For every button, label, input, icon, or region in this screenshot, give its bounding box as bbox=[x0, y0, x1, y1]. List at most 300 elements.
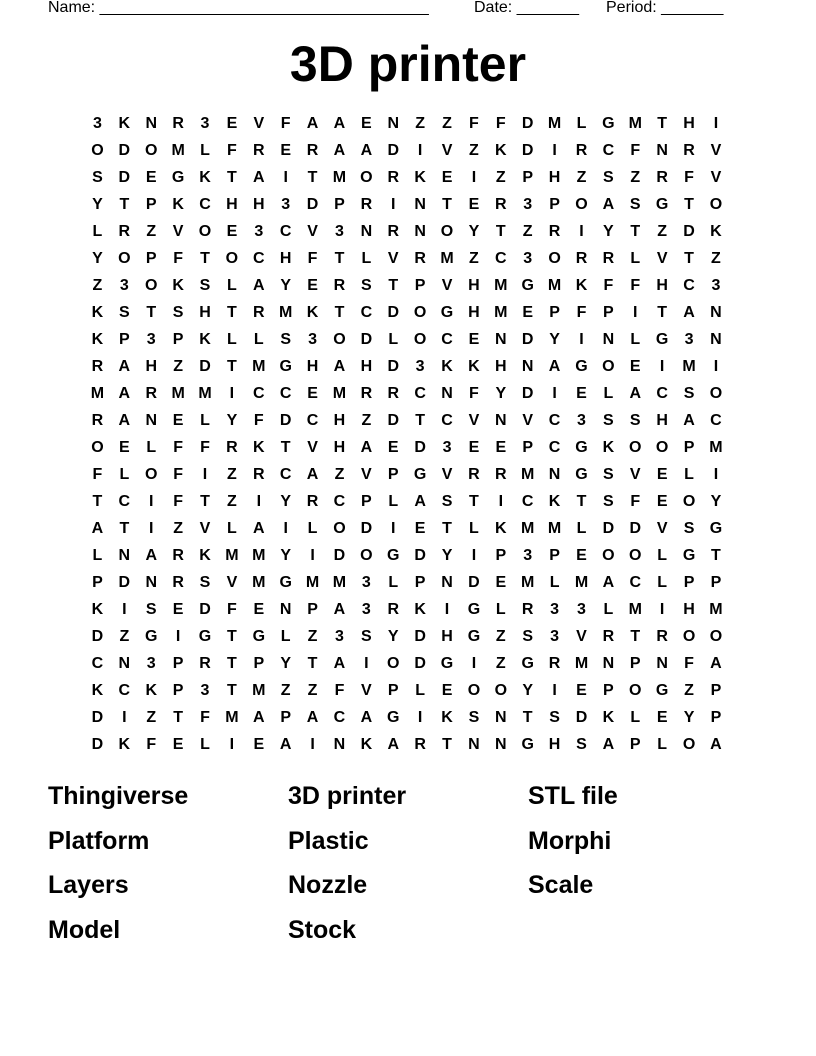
grid-letter[interactable]: A bbox=[333, 115, 346, 132]
grid-letter[interactable]: H bbox=[199, 304, 211, 321]
grid-letter[interactable]: Z bbox=[361, 412, 372, 429]
grid-letter[interactable]: E bbox=[226, 223, 238, 240]
grid-letter[interactable]: P bbox=[119, 331, 130, 348]
grid-letter[interactable]: L bbox=[388, 493, 399, 510]
grid-letter[interactable]: O bbox=[360, 547, 373, 564]
grid-letter[interactable]: L bbox=[119, 466, 130, 483]
grid-letter[interactable]: D bbox=[521, 385, 534, 402]
grid-letter[interactable]: S bbox=[468, 709, 480, 726]
grid-letter[interactable]: O bbox=[145, 466, 158, 483]
grid-letter[interactable]: F bbox=[630, 277, 641, 294]
grid-letter[interactable]: S bbox=[522, 628, 534, 645]
grid-letter[interactable]: O bbox=[145, 142, 158, 159]
grid-letter[interactable]: A bbox=[333, 655, 346, 672]
grid-letter[interactable]: T bbox=[307, 169, 318, 186]
grid-letter[interactable]: V bbox=[307, 223, 318, 240]
grid-letter[interactable]: Y bbox=[92, 250, 103, 267]
grid-letter[interactable]: A bbox=[306, 466, 319, 483]
grid-letter[interactable]: H bbox=[441, 628, 453, 645]
grid-letter[interactable]: Y bbox=[280, 547, 292, 564]
grid-letter[interactable]: C bbox=[441, 412, 453, 429]
grid-letter[interactable]: 3 bbox=[200, 682, 210, 699]
grid-letter[interactable]: K bbox=[91, 682, 104, 699]
grid-letter[interactable]: Y bbox=[387, 628, 399, 645]
grid-letter[interactable]: V bbox=[468, 412, 480, 429]
grid-letter[interactable]: L bbox=[227, 520, 237, 537]
grid-letter[interactable]: I bbox=[229, 736, 235, 753]
grid-letter[interactable]: L bbox=[657, 547, 668, 564]
grid-letter[interactable]: L bbox=[200, 412, 210, 429]
grid-letter[interactable]: V bbox=[441, 466, 453, 483]
grid-letter[interactable]: 3 bbox=[254, 223, 264, 240]
grid-letter[interactable]: K bbox=[441, 709, 453, 726]
grid-letter[interactable]: T bbox=[227, 628, 237, 645]
grid-letter[interactable]: G bbox=[655, 196, 669, 213]
grid-letter[interactable]: K bbox=[495, 520, 507, 537]
grid-letter[interactable]: I bbox=[391, 196, 396, 213]
grid-letter[interactable]: M bbox=[90, 385, 105, 402]
grid-letter[interactable]: Y bbox=[280, 277, 292, 294]
grid-letter[interactable]: R bbox=[495, 466, 507, 483]
grid-letter[interactable]: E bbox=[172, 736, 184, 753]
grid-letter[interactable]: I bbox=[552, 142, 557, 159]
grid-letter[interactable]: D bbox=[387, 358, 400, 375]
grid-letter[interactable]: Z bbox=[307, 628, 318, 645]
grid-letter[interactable]: O bbox=[602, 547, 615, 564]
grid-letter[interactable]: H bbox=[468, 304, 480, 321]
grid-letter[interactable]: T bbox=[92, 493, 103, 510]
grid-letter[interactable]: L bbox=[469, 520, 479, 537]
grid-letter[interactable]: T bbox=[576, 493, 587, 510]
grid-letter[interactable]: V bbox=[441, 277, 453, 294]
grid-letter[interactable]: T bbox=[227, 169, 237, 186]
grid-letter[interactable]: I bbox=[552, 682, 557, 699]
grid-letter[interactable]: G bbox=[709, 520, 723, 537]
grid-letter[interactable]: L bbox=[657, 736, 668, 753]
grid-letter[interactable]: P bbox=[92, 574, 103, 591]
grid-letter[interactable]: P bbox=[280, 709, 292, 726]
grid-letter[interactable]: E bbox=[172, 412, 184, 429]
grid-letter[interactable]: G bbox=[467, 601, 481, 618]
grid-letter[interactable]: E bbox=[253, 601, 265, 618]
grid-letter[interactable]: Z bbox=[469, 250, 479, 267]
grid-letter[interactable]: C bbox=[414, 385, 426, 402]
grid-letter[interactable]: G bbox=[682, 547, 696, 564]
grid-letter[interactable]: L bbox=[576, 520, 587, 537]
grid-letter[interactable]: E bbox=[576, 682, 587, 699]
grid-letter[interactable]: I bbox=[202, 466, 208, 483]
grid-letter[interactable]: M bbox=[279, 304, 293, 321]
grid-letter[interactable]: I bbox=[471, 655, 477, 672]
grid-letter[interactable]: Y bbox=[226, 412, 238, 429]
grid-letter[interactable]: M bbox=[252, 358, 266, 375]
grid-letter[interactable]: C bbox=[683, 277, 695, 294]
grid-letter[interactable]: N bbox=[118, 655, 131, 672]
grid-letter[interactable]: S bbox=[361, 277, 372, 294]
grid-letter[interactable]: R bbox=[387, 601, 400, 618]
grid-letter[interactable]: R bbox=[91, 412, 104, 429]
grid-letter[interactable]: P bbox=[145, 250, 157, 267]
grid-letter[interactable]: D bbox=[199, 358, 211, 375]
grid-letter[interactable]: E bbox=[576, 547, 587, 564]
grid-letter[interactable]: L bbox=[630, 709, 641, 726]
grid-letter[interactable]: O bbox=[709, 385, 723, 402]
grid-letter[interactable]: P bbox=[522, 439, 534, 456]
grid-letter[interactable]: G bbox=[575, 358, 588, 375]
grid-letter[interactable]: P bbox=[414, 574, 426, 591]
grid-letter[interactable]: F bbox=[227, 601, 237, 618]
grid-letter[interactable]: P bbox=[361, 493, 372, 510]
grid-letter[interactable]: S bbox=[603, 466, 614, 483]
grid-letter[interactable]: T bbox=[200, 493, 210, 510]
grid-letter[interactable]: 3 bbox=[684, 331, 694, 348]
grid-letter[interactable]: L bbox=[253, 331, 264, 348]
grid-letter[interactable]: F bbox=[200, 709, 210, 726]
grid-letter[interactable]: S bbox=[199, 574, 211, 591]
grid-letter[interactable]: R bbox=[495, 196, 507, 213]
grid-letter[interactable]: V bbox=[710, 169, 722, 186]
grid-letter[interactable]: V bbox=[172, 223, 184, 240]
grid-letter[interactable]: E bbox=[119, 439, 130, 456]
grid-letter[interactable]: Z bbox=[146, 709, 157, 726]
grid-letter[interactable]: N bbox=[145, 412, 157, 429]
grid-letter[interactable]: Z bbox=[495, 169, 506, 186]
grid-letter[interactable]: Y bbox=[710, 493, 722, 510]
grid-letter[interactable]: M bbox=[225, 547, 239, 564]
grid-letter[interactable]: G bbox=[575, 439, 588, 456]
grid-letter[interactable]: C bbox=[279, 223, 292, 240]
grid-letter[interactable]: G bbox=[521, 736, 534, 753]
grid-letter[interactable]: S bbox=[92, 169, 103, 186]
grid-letter[interactable]: H bbox=[333, 439, 346, 456]
grid-letter[interactable]: R bbox=[387, 169, 400, 186]
grid-letter[interactable]: T bbox=[334, 304, 345, 321]
grid-letter[interactable]: M bbox=[494, 277, 508, 294]
grid-letter[interactable]: R bbox=[521, 601, 534, 618]
grid-letter[interactable]: P bbox=[629, 655, 641, 672]
grid-letter[interactable]: L bbox=[92, 547, 103, 564]
grid-letter[interactable]: L bbox=[630, 331, 641, 348]
grid-letter[interactable]: C bbox=[333, 709, 346, 726]
grid-letter[interactable]: O bbox=[548, 250, 561, 267]
grid-letter[interactable]: T bbox=[711, 547, 721, 564]
grid-letter[interactable]: N bbox=[387, 115, 400, 132]
grid-letter[interactable]: P bbox=[334, 196, 345, 213]
grid-letter[interactable]: Z bbox=[657, 223, 668, 240]
grid-letter[interactable]: M bbox=[547, 115, 562, 132]
grid-letter[interactable]: H bbox=[548, 169, 561, 186]
grid-letter[interactable]: R bbox=[226, 439, 238, 456]
grid-letter[interactable]: L bbox=[388, 331, 399, 348]
grid-letter[interactable]: Z bbox=[227, 493, 237, 510]
grid-letter[interactable]: D bbox=[118, 142, 131, 159]
grid-letter[interactable]: Z bbox=[495, 655, 506, 672]
grid-letter[interactable]: D bbox=[575, 709, 588, 726]
grid-letter[interactable]: H bbox=[656, 412, 668, 429]
grid-letter[interactable]: Z bbox=[711, 250, 721, 267]
grid-letter[interactable]: F bbox=[173, 466, 183, 483]
grid-letter[interactable]: A bbox=[333, 142, 346, 159]
grid-letter[interactable]: S bbox=[119, 304, 130, 321]
grid-letter[interactable]: E bbox=[495, 439, 507, 456]
grid-letter[interactable]: V bbox=[629, 466, 641, 483]
grid-letter[interactable]: 3 bbox=[200, 115, 210, 132]
grid-letter[interactable]: Z bbox=[469, 142, 479, 159]
grid-letter[interactable]: Z bbox=[307, 682, 318, 699]
grid-letter[interactable]: I bbox=[552, 385, 557, 402]
grid-letter[interactable]: A bbox=[414, 493, 426, 510]
grid-letter[interactable]: R bbox=[656, 628, 668, 645]
grid-letter[interactable]: E bbox=[307, 277, 318, 294]
grid-letter[interactable]: O bbox=[118, 250, 131, 267]
grid-letter[interactable]: S bbox=[576, 736, 587, 753]
grid-letter[interactable]: V bbox=[522, 412, 534, 429]
grid-letter[interactable]: C bbox=[91, 655, 104, 672]
grid-letter[interactable]: D bbox=[521, 142, 534, 159]
grid-letter[interactable]: H bbox=[495, 358, 507, 375]
grid-letter[interactable]: N bbox=[333, 736, 346, 753]
grid-letter[interactable]: R bbox=[414, 250, 426, 267]
grid-letter[interactable]: 3 bbox=[335, 223, 344, 240]
grid-letter[interactable]: K bbox=[441, 358, 453, 375]
grid-letter[interactable]: M bbox=[252, 574, 266, 591]
grid-letter[interactable]: P bbox=[307, 601, 318, 618]
grid-letter[interactable]: E bbox=[226, 115, 238, 132]
grid-letter[interactable]: Z bbox=[415, 115, 426, 132]
grid-letter[interactable]: I bbox=[122, 709, 127, 726]
grid-letter[interactable]: D bbox=[414, 628, 426, 645]
grid-letter[interactable]: V bbox=[307, 439, 318, 456]
grid-letter[interactable]: F bbox=[603, 277, 614, 294]
grid-letter[interactable]: R bbox=[414, 736, 426, 753]
grid-letter[interactable]: K bbox=[548, 493, 561, 510]
grid-letter[interactable]: E bbox=[468, 439, 480, 456]
grid-letter[interactable]: 3 bbox=[146, 655, 156, 672]
grid-letter[interactable]: O bbox=[387, 655, 400, 672]
grid-letter[interactable]: D bbox=[468, 574, 480, 591]
grid-letter[interactable]: I bbox=[364, 655, 369, 672]
grid-letter[interactable]: P bbox=[710, 682, 722, 699]
grid-letter[interactable]: D bbox=[118, 574, 131, 591]
grid-letter[interactable]: P bbox=[603, 304, 614, 321]
grid-letter[interactable]: I bbox=[713, 358, 719, 375]
grid-letter[interactable]: D bbox=[521, 331, 534, 348]
grid-letter[interactable]: K bbox=[360, 736, 373, 753]
grid-letter[interactable]: C bbox=[306, 412, 319, 429]
grid-letter[interactable]: C bbox=[710, 412, 722, 429]
grid-letter[interactable]: R bbox=[548, 223, 561, 240]
grid-letter[interactable]: P bbox=[414, 277, 426, 294]
grid-letter[interactable]: N bbox=[602, 331, 615, 348]
grid-letter[interactable]: M bbox=[574, 655, 589, 672]
grid-letter[interactable]: L bbox=[630, 250, 641, 267]
grid-letter[interactable]: R bbox=[199, 655, 211, 672]
grid-letter[interactable]: P bbox=[683, 574, 695, 591]
grid-letter[interactable]: L bbox=[200, 736, 210, 753]
grid-letter[interactable]: O bbox=[575, 196, 588, 213]
grid-letter[interactable]: O bbox=[413, 331, 427, 348]
grid-letter[interactable]: Z bbox=[334, 466, 345, 483]
grid-letter[interactable]: N bbox=[360, 223, 373, 240]
grid-letter[interactable]: L bbox=[684, 466, 694, 483]
grid-letter[interactable]: T bbox=[442, 520, 452, 537]
grid-letter[interactable]: Z bbox=[576, 169, 587, 186]
grid-letter[interactable]: M bbox=[332, 385, 347, 402]
period-field[interactable]: Period: _______ bbox=[606, 0, 724, 16]
grid-letter[interactable]: D bbox=[387, 304, 400, 321]
grid-letter[interactable]: H bbox=[306, 358, 319, 375]
grid-letter[interactable]: N bbox=[414, 223, 426, 240]
grid-letter[interactable]: M bbox=[252, 547, 266, 564]
grid-letter[interactable]: V bbox=[361, 682, 372, 699]
grid-letter[interactable]: K bbox=[172, 277, 184, 294]
grid-letter[interactable]: C bbox=[521, 493, 534, 510]
grid-letter[interactable]: O bbox=[440, 223, 454, 240]
grid-letter[interactable]: Y bbox=[280, 655, 292, 672]
grid-letter[interactable]: T bbox=[280, 439, 291, 456]
grid-letter[interactable]: P bbox=[683, 439, 695, 456]
grid-letter[interactable]: E bbox=[280, 142, 292, 159]
grid-letter[interactable]: K bbox=[710, 223, 722, 240]
grid-letter[interactable]: T bbox=[227, 304, 237, 321]
grid-letter[interactable]: N bbox=[656, 142, 668, 159]
grid-letter[interactable]: C bbox=[656, 385, 668, 402]
grid-letter[interactable]: Y bbox=[522, 682, 534, 699]
grid-letter[interactable]: F bbox=[173, 250, 183, 267]
date-field[interactable]: Date: _______ bbox=[474, 0, 579, 16]
grid-letter[interactable]: N bbox=[602, 655, 615, 672]
grid-letter[interactable]: D bbox=[91, 736, 104, 753]
grid-letter[interactable]: M bbox=[628, 601, 642, 618]
grid-letter[interactable]: K bbox=[468, 358, 480, 375]
grid-letter[interactable]: P bbox=[710, 574, 722, 591]
grid-letter[interactable]: E bbox=[145, 169, 157, 186]
grid-letter[interactable]: D bbox=[683, 223, 695, 240]
grid-letter[interactable]: F bbox=[253, 412, 264, 429]
grid-letter[interactable]: N bbox=[495, 412, 507, 429]
grid-letter[interactable]: F bbox=[173, 493, 183, 510]
grid-letter[interactable]: I bbox=[471, 547, 477, 564]
grid-letter[interactable]: P bbox=[710, 709, 722, 726]
grid-letter[interactable]: Z bbox=[442, 115, 452, 132]
grid-letter[interactable]: R bbox=[172, 547, 184, 564]
grid-letter[interactable]: V bbox=[441, 142, 453, 159]
grid-letter[interactable]: E bbox=[387, 439, 399, 456]
grid-letter[interactable]: P bbox=[253, 655, 265, 672]
grid-letter[interactable]: H bbox=[656, 277, 668, 294]
grid-letter[interactable]: K bbox=[602, 709, 615, 726]
grid-letter[interactable]: N bbox=[414, 196, 426, 213]
grid-letter[interactable]: V bbox=[199, 520, 211, 537]
grid-letter[interactable]: V bbox=[656, 250, 668, 267]
grid-letter[interactable]: D bbox=[602, 520, 615, 537]
grid-letter[interactable]: E bbox=[441, 169, 453, 186]
grid-letter[interactable]: N bbox=[145, 574, 157, 591]
grid-letter[interactable]: I bbox=[283, 520, 288, 537]
grid-letter[interactable]: K bbox=[172, 196, 184, 213]
grid-letter[interactable]: G bbox=[252, 628, 266, 645]
grid-letter[interactable]: E bbox=[468, 196, 480, 213]
grid-letter[interactable]: T bbox=[119, 196, 130, 213]
grid-letter[interactable]: T bbox=[307, 655, 318, 672]
grid-letter[interactable]: Y bbox=[495, 385, 507, 402]
grid-letter[interactable]: G bbox=[467, 628, 481, 645]
grid-letter[interactable]: Z bbox=[146, 223, 157, 240]
grid-letter[interactable]: P bbox=[172, 682, 184, 699]
grid-letter[interactable]: L bbox=[361, 250, 372, 267]
grid-letter[interactable]: E bbox=[468, 331, 480, 348]
grid-letter[interactable]: D bbox=[521, 115, 534, 132]
grid-letter[interactable]: C bbox=[495, 250, 507, 267]
grid-letter[interactable]: V bbox=[656, 520, 668, 537]
grid-letter[interactable]: C bbox=[253, 250, 265, 267]
grid-letter[interactable]: Y bbox=[92, 196, 103, 213]
grid-letter[interactable]: O bbox=[629, 547, 642, 564]
grid-letter[interactable]: P bbox=[549, 547, 560, 564]
grid-letter[interactable]: Y bbox=[468, 223, 480, 240]
grid-letter[interactable]: T bbox=[227, 358, 237, 375]
grid-letter[interactable]: O bbox=[682, 628, 696, 645]
grid-letter[interactable]: N bbox=[710, 304, 722, 321]
grid-letter[interactable]: A bbox=[118, 412, 131, 429]
grid-letter[interactable]: 3 bbox=[119, 277, 129, 294]
grid-letter[interactable]: N bbox=[118, 547, 131, 564]
name-field[interactable]: Name: _____________________________________ bbox=[48, 0, 429, 16]
grid-letter[interactable]: I bbox=[149, 493, 154, 510]
grid-letter[interactable]: S bbox=[199, 277, 211, 294]
grid-letter[interactable]: R bbox=[656, 169, 668, 186]
grid-letter[interactable]: A bbox=[548, 358, 561, 375]
grid-letter[interactable]: A bbox=[602, 196, 615, 213]
grid-letter[interactable]: H bbox=[279, 250, 292, 267]
grid-letter[interactable]: 3 bbox=[523, 196, 533, 213]
grid-letter[interactable]: G bbox=[171, 169, 185, 186]
grid-letter[interactable]: F bbox=[146, 736, 157, 753]
grid-letter[interactable]: N bbox=[468, 736, 480, 753]
grid-letter[interactable]: I bbox=[713, 466, 719, 483]
grid-letter[interactable]: T bbox=[227, 682, 237, 699]
grid-letter[interactable]: 3 bbox=[442, 439, 452, 456]
grid-letter[interactable]: F bbox=[227, 142, 237, 159]
grid-letter[interactable]: L bbox=[657, 574, 668, 591]
grid-letter[interactable]: P bbox=[522, 169, 534, 186]
grid-letter[interactable]: C bbox=[279, 466, 292, 483]
grid-letter[interactable]: K bbox=[575, 277, 588, 294]
grid-letter[interactable]: D bbox=[279, 412, 292, 429]
grid-letter[interactable]: A bbox=[306, 709, 319, 726]
grid-letter[interactable]: M bbox=[332, 574, 347, 591]
grid-letter[interactable]: L bbox=[495, 601, 506, 618]
grid-letter[interactable]: R bbox=[306, 493, 319, 510]
grid-letter[interactable]: L bbox=[415, 682, 426, 699]
grid-letter[interactable]: O bbox=[145, 277, 158, 294]
grid-letter[interactable]: A bbox=[602, 736, 615, 753]
grid-letter[interactable]: O bbox=[655, 439, 669, 456]
grid-letter[interactable]: N bbox=[495, 709, 507, 726]
grid-letter[interactable]: I bbox=[229, 385, 235, 402]
grid-letter[interactable]: D bbox=[306, 196, 319, 213]
grid-letter[interactable]: I bbox=[713, 115, 719, 132]
grid-letter[interactable]: P bbox=[629, 736, 641, 753]
grid-letter[interactable]: S bbox=[683, 385, 695, 402]
grid-letter[interactable]: Z bbox=[119, 628, 130, 645]
grid-letter[interactable]: T bbox=[522, 709, 533, 726]
grid-letter[interactable]: C bbox=[548, 412, 561, 429]
grid-letter[interactable]: E bbox=[522, 304, 534, 321]
grid-letter[interactable]: R bbox=[683, 142, 695, 159]
grid-letter[interactable]: 3 bbox=[146, 331, 156, 348]
grid-letter[interactable]: S bbox=[683, 520, 695, 537]
